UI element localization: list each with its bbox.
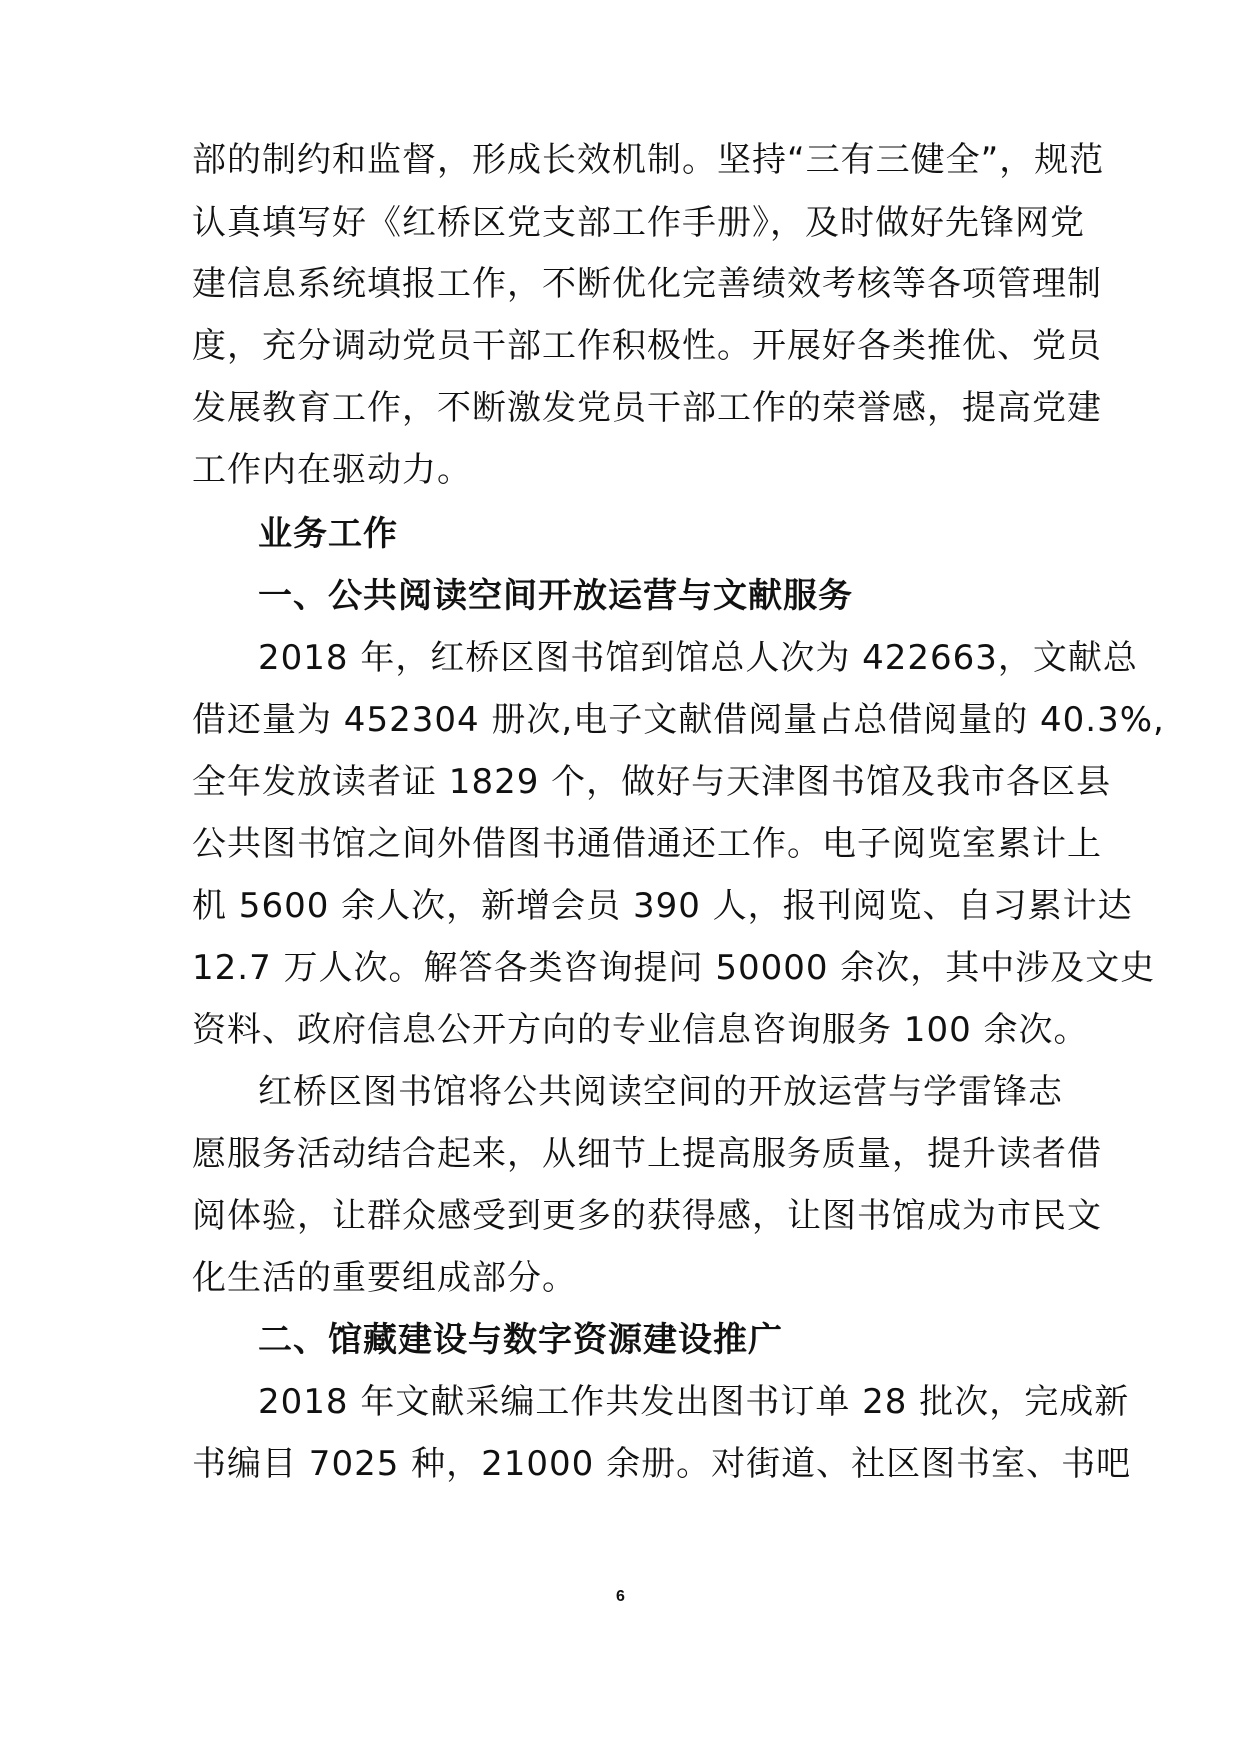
subsection-1-para-b-line-3: 阅体验，让群众感受到更多的获得感，让图书馆成为市民文 xyxy=(192,1196,1102,1236)
subsection-1-para-b-line-4: 化生活的重要组成部分。 xyxy=(192,1258,577,1298)
section-title: 业务工作 xyxy=(258,514,398,554)
subsection-2-para-a-line-2: 书编目 7025 种，21000 余册。对街道、社区图书室、书吧 xyxy=(192,1444,1132,1484)
paragraph-1-line-4: 度，充分调动党员干部工作积极性。开展好各类推优、党员 xyxy=(192,326,1102,366)
subsection-1-para-a-line-1: 2018 年，红桥区图书馆到馆总人次为 422663，文献总 xyxy=(258,638,1138,678)
subsection-2-para-a-line-1: 2018 年文献采编工作共发出图书订单 28 批次，完成新 xyxy=(258,1382,1130,1422)
subsection-1-para-a-line-6: 12.7 万人次。解答各类咨询提问 50000 余次，其中涉及文史 xyxy=(192,948,1156,988)
paragraph-1-line-3: 建信息系统填报工作，不断优化完善绩效考核等各项管理制 xyxy=(192,264,1102,304)
paragraph-1-line-5: 发展教育工作，不断激发党员干部工作的荣誉感，提高党建 xyxy=(192,388,1102,428)
paragraph-1-line-1: 部的制约和监督，形成长效机制。坚持“三有三健全”，规范 xyxy=(192,140,1105,180)
subsection-1-para-b-line-2: 愿服务活动结合起来，从细节上提高服务质量，提升读者借 xyxy=(192,1134,1102,1174)
subsection-1-para-a-line-2: 借还量为 452304 册次,电子文献借阅量占总借阅量的 40.3%, xyxy=(192,700,1165,740)
subsection-2-title: 二、馆藏建设与数字资源建设推广 xyxy=(258,1320,783,1360)
paragraph-1-line-6: 工作内在驱动力。 xyxy=(192,450,472,490)
subsection-1-title: 一、公共阅读空间开放运营与文献服务 xyxy=(258,576,853,616)
paragraph-1-line-2: 认真填写好《红桥区党支部工作手册》，及时做好先锋网党 xyxy=(192,203,1085,243)
subsection-1-para-a-line-7: 资料、政府信息公开方向的专业信息咨询服务 100 余次。 xyxy=(192,1010,1089,1050)
subsection-1-para-a-line-5: 机 5600 余人次，新增会员 390 人，报刊阅览、自习累计达 xyxy=(192,886,1133,926)
page-number: 6 xyxy=(616,1588,625,1605)
subsection-1-para-b-line-1: 红桥区图书馆将公共阅读空间的开放运营与学雷锋志 xyxy=(258,1072,1063,1112)
subsection-1-para-a-line-3: 全年发放读者证 1829 个，做好与天津图书馆及我市各区县 xyxy=(192,762,1112,802)
subsection-1-para-a-line-4: 公共图书馆之间外借图书通借通还工作。电子阅览室累计上 xyxy=(192,824,1102,864)
